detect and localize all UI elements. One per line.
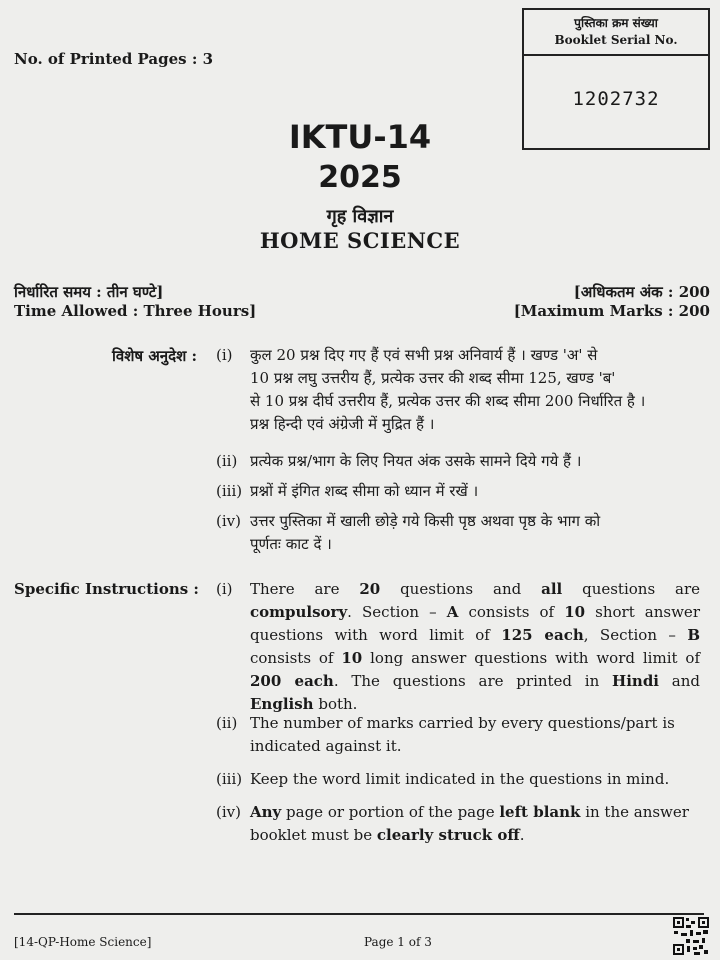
instruction-line: प्रश्नों में इंगित शब्द सीमा को ध्यान में रखें । — [250, 482, 479, 500]
instruction-line: से 10 प्रश्न दीर्घ उत्तरीय हैं, प्रत्येक उत्तर की शब्द सीमा 200 निर्धारित है । — [250, 392, 646, 410]
paper-year: 2025 — [318, 160, 402, 195]
serial-label-hi: पुस्तिका क्रम संख्या — [574, 16, 658, 30]
instruction-text: There are 20 questions and all questions are compulsory. Section – A consists of 10 short answer questions with word limit of 125 each, Section – B consists of 10 long answer questions with word limit of 200 each. The questions are printed in Hindi and English both. — [250, 580, 701, 713]
instruction-line: कुल 20 प्रश्न दिए गए हैं एवं सभी प्रश्न अनिवार्य हैं । खण्ड 'अ' से — [250, 346, 598, 364]
qr-code-icon — [672, 916, 710, 956]
subject-title-hi: गृह विज्ञान — [326, 206, 394, 227]
instruction-number: (iii) — [216, 770, 243, 788]
printed-pages: No. of Printed Pages : 3 — [14, 50, 214, 68]
instruction-text — [250, 344, 645, 436]
instruction-number: (i) — [216, 580, 233, 598]
serial-number: 1202732 — [572, 88, 660, 110]
time-allowed-hi: निर्धारित समय : तीन घण्टे] — [14, 283, 164, 301]
max-marks-en: [Maximum Marks : 200 — [513, 302, 710, 320]
footer-divider — [14, 913, 704, 915]
instruction-text: Any page or portion of the page left blank in the answer booklet must be clearly struck off. — [250, 803, 689, 844]
instruction-line: पूर्णतः काट दें । — [250, 535, 332, 553]
instruction-number: (ii) — [216, 714, 238, 732]
instruction-number: (iv) — [216, 803, 241, 821]
instruction-number: (i) — [216, 346, 233, 364]
instruction-number: (ii) — [216, 452, 238, 470]
footer-paper-ref: [14-QP-Home Science] — [14, 935, 152, 949]
serial-label-en: Booklet Serial No. — [554, 33, 678, 47]
instruction-line: 10 प्रश्न लघु उत्तरीय हैं, प्रत्येक उत्तर की शब्द सीमा 125, खण्ड 'ब' — [250, 369, 616, 387]
instruction-number: (iv) — [216, 512, 241, 530]
instruction-number: (iii) — [216, 482, 243, 500]
max-marks-hi: [अधिकतम अंक : 200 — [573, 283, 710, 301]
instructions-label-en: Specific Instructions : — [14, 580, 199, 598]
subject-title-en: HOME SCIENCE — [259, 228, 461, 253]
time-allowed-en: Time Allowed : Three Hours] — [14, 302, 257, 320]
instructions-label-hi: विशेष अनुदेश : — [112, 347, 198, 365]
instruction-line: प्रश्न हिन्दी एवं अंग्रेजी में मुद्रित हैं । — [250, 415, 435, 433]
instruction-text: Keep the word limit indicated in the questions in mind. — [250, 770, 670, 788]
footer-page-number: Page 1 of 3 — [364, 935, 432, 949]
instruction-hi-item — [216, 344, 711, 444]
serial-label — [524, 10, 708, 56]
instruction-text — [250, 510, 600, 556]
instruction-line: प्रत्येक प्रश्न/भाग के लिए नियत अंक उसके सामने दिये गये हैं । — [250, 452, 582, 470]
instruction-line: उत्तर पुस्तिका में खाली छोड़े गये किसी पृष्ठ अथवा पृष्ठ के भाग को — [250, 512, 601, 530]
paper-code: IKTU-14 — [288, 118, 432, 156]
instruction-text: The number of marks carried by every questions/part is indicated against it. — [250, 714, 675, 755]
